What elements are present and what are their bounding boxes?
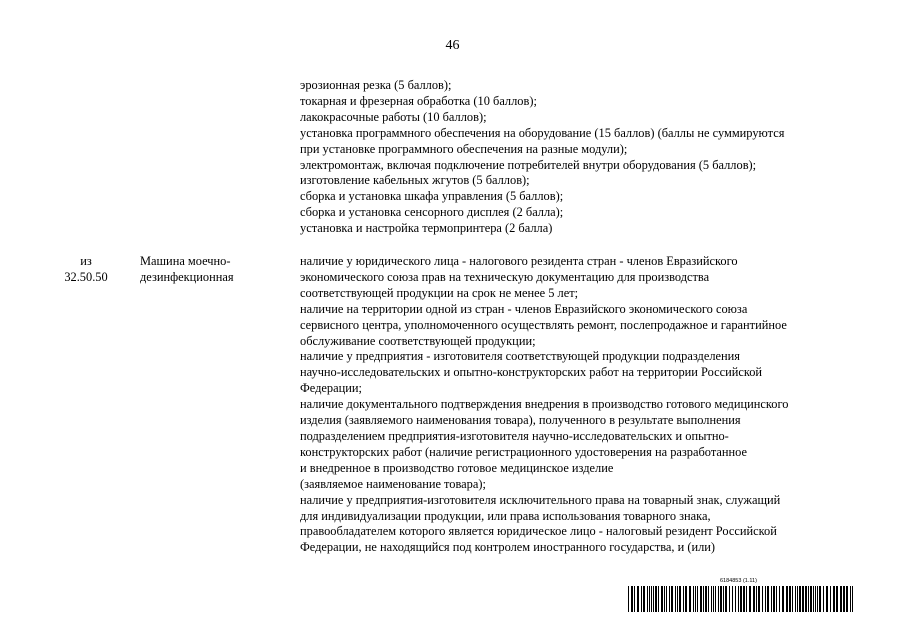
requirement-line: наличие у юридического лица - налогового резидента стран - членов Евразийского: [300, 254, 738, 268]
requirement-line: соответствующей продукции на срок не менее 5 лет;: [300, 285, 579, 300]
list-item: электромонтаж, включая подключение потребителей внутри оборудования (5 баллов);: [300, 157, 757, 172]
list-item: установка программного обеспечения на оборудование (15 баллов) (баллы не суммируются: [300, 125, 785, 140]
barcode-label: 6184853 (1.11): [720, 578, 757, 584]
requirement-line: наличие документального подтверждения внедрения в производство готового медицинского: [300, 397, 789, 412]
requirement-line: для индивидуализации продукции, или права использования товарного знака,: [300, 508, 711, 523]
requirement-line: конструкторских работ (наличие регистрационного удостоверения на разработанное: [300, 444, 748, 459]
requirement-line: наличие у предприятия - изготовителя соответствующей продукции подразделения: [300, 349, 740, 364]
requirement-line: Федерации;: [300, 381, 362, 396]
list-item: сборка и установка шкафа управления (5 баллов);: [300, 189, 564, 204]
list-item: установка и настройка термопринтера (2 балла): [300, 221, 553, 236]
code-value: 32.50.50: [64, 269, 108, 284]
list-item: эрозионная резка (5 баллов);: [300, 78, 452, 92]
list-item: лакокрасочные работы (10 баллов);: [300, 109, 487, 124]
requirement-line: научно-исследовательских и опытно-конструкторских работ на территории Российской: [300, 365, 763, 380]
requirements-cell: [300, 254, 865, 556]
scoring-criteria-list: [300, 78, 860, 237]
barcode: [628, 578, 856, 614]
product-name-line: дезинфекционная: [140, 269, 234, 284]
requirement-line: правообладателем которого является юридическое лицо - налоговый резидент Российской: [300, 524, 777, 539]
requirement-line: подразделением предприятия-изготовителя научно-исследовательских и опытно-: [300, 428, 729, 443]
page-number: 46: [445, 38, 460, 53]
code-prefix: из: [80, 254, 92, 268]
requirement-line: обслуживание соответствующей продукции;: [300, 333, 536, 348]
okpd2-code-cell: [58, 254, 114, 286]
list-item: при установке программного обеспечения на разные модули);: [300, 141, 628, 156]
list-item: сборка и установка сенсорного дисплея (2 балла);: [300, 205, 564, 220]
requirement-line: (заявляемое наименование товара);: [300, 476, 486, 491]
list-item: токарная и фрезерная обработка (10 баллов);: [300, 93, 537, 108]
requirement-line: наличие на территории одной из стран - членов Евразийского экономического союза: [300, 301, 748, 316]
requirement-line: сервисного центра, уполномоченного осуществлять ремонт, послепродажное и гарантийное: [300, 317, 787, 332]
requirement-line: экономического союза прав на техническую документацию для производства: [300, 269, 710, 284]
list-item: изготовление кабельных жгутов (5 баллов);: [300, 173, 530, 188]
requirement-line: Федерации, не находящийся под контролем иностранного государства, и (или): [300, 540, 716, 555]
requirement-line: и внедренное в производство готовое медицинское изделие: [300, 460, 614, 475]
product-name-line: Машина моечно-: [140, 254, 231, 268]
requirement-line: изделия (заявляемого наименования товара), полученного в результате выполнения: [300, 413, 741, 428]
product-name-cell: [140, 254, 280, 286]
requirement-line: наличие у предприятия-изготовителя исключительного права на товарный знак, служащий: [300, 492, 781, 507]
barcode-icon: [628, 586, 856, 612]
